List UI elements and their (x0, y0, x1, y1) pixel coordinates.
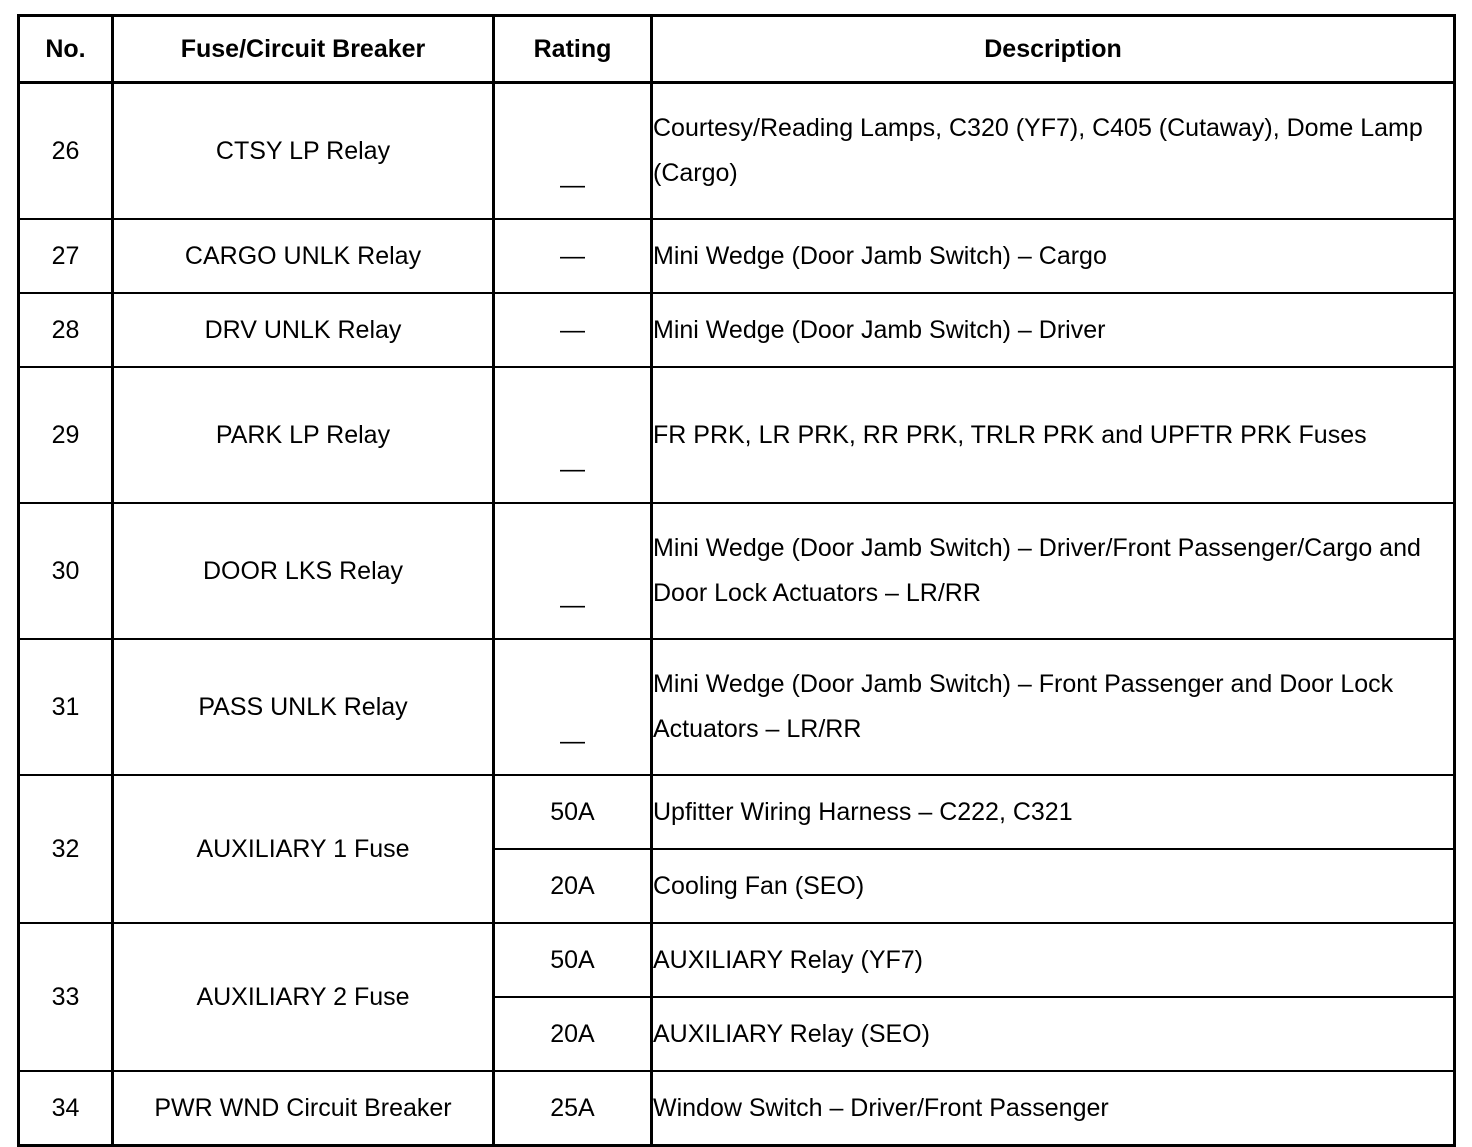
cell-description: Mini Wedge (Door Jamb Switch) – Cargo (652, 219, 1455, 293)
cell-fuse: PARK LP Relay (113, 367, 494, 503)
cell-no: 33 (19, 923, 113, 1071)
cell-no: 32 (19, 775, 113, 923)
cell-fuse: AUXILIARY 2 Fuse (113, 923, 494, 1071)
cell-rating: 25A (494, 1071, 652, 1146)
cell-rating: — (494, 367, 652, 503)
cell-rating: 50A (494, 923, 652, 997)
fuse-table (17, 14, 1456, 1147)
header-row (19, 16, 1455, 83)
cell-no: 34 (19, 1071, 113, 1146)
cell-rating: — (494, 503, 652, 639)
cell-description: Upfitter Wiring Harness – C222, C321 (652, 775, 1455, 849)
table-row (19, 219, 1455, 293)
cell-fuse: PWR WND Circuit Breaker (113, 1071, 494, 1146)
cell-description: Mini Wedge (Door Jamb Switch) – Front Passenger and Door Lock Actuators – LR/RR (652, 639, 1455, 775)
cell-description: Mini Wedge (Door Jamb Switch) – Driver/Front Passenger/Cargo and Door Lock Actuators – LR/RR (652, 503, 1455, 639)
cell-rating: — (494, 219, 652, 293)
header-fuse: Fuse/Circuit Breaker (113, 16, 494, 83)
cell-rating: — (494, 293, 652, 367)
cell-no: 26 (19, 83, 113, 220)
table-row (19, 293, 1455, 367)
cell-description: FR PRK, LR PRK, RR PRK, TRLR PRK and UPFTR PRK Fuses (652, 367, 1455, 503)
cell-fuse: DOOR LKS Relay (113, 503, 494, 639)
cell-rating: — (494, 83, 652, 220)
cell-description: AUXILIARY Relay (SEO) (652, 997, 1455, 1071)
cell-no: 30 (19, 503, 113, 639)
header-rating: Rating (494, 16, 652, 83)
table-header (19, 16, 1455, 83)
table-row (19, 1071, 1455, 1146)
table-row (19, 775, 1455, 849)
cell-no: 27 (19, 219, 113, 293)
cell-fuse: CARGO UNLK Relay (113, 219, 494, 293)
cell-rating: 50A (494, 775, 652, 849)
cell-fuse: CTSY LP Relay (113, 83, 494, 220)
cell-description: Cooling Fan (SEO) (652, 849, 1455, 923)
table-row (19, 503, 1455, 639)
cell-no: 31 (19, 639, 113, 775)
cell-description: Window Switch – Driver/Front Passenger (652, 1071, 1455, 1146)
cell-rating: 20A (494, 997, 652, 1071)
cell-no: 29 (19, 367, 113, 503)
cell-no: 28 (19, 293, 113, 367)
cell-fuse: DRV UNLK Relay (113, 293, 494, 367)
table-row (19, 639, 1455, 775)
cell-rating: — (494, 639, 652, 775)
cell-description: Courtesy/Reading Lamps, C320 (YF7), C405 (Cutaway), Dome Lamp (Cargo) (652, 83, 1455, 220)
cell-description: Mini Wedge (Door Jamb Switch) – Driver (652, 293, 1455, 367)
table-body (19, 83, 1455, 1146)
cell-fuse: PASS UNLK Relay (113, 639, 494, 775)
cell-fuse: AUXILIARY 1 Fuse (113, 775, 494, 923)
cell-rating: 20A (494, 849, 652, 923)
table-row (19, 83, 1455, 220)
table-row (19, 367, 1455, 503)
header-description: Description (652, 16, 1455, 83)
header-no: No. (19, 16, 113, 83)
cell-description: AUXILIARY Relay (YF7) (652, 923, 1455, 997)
table-row (19, 923, 1455, 997)
